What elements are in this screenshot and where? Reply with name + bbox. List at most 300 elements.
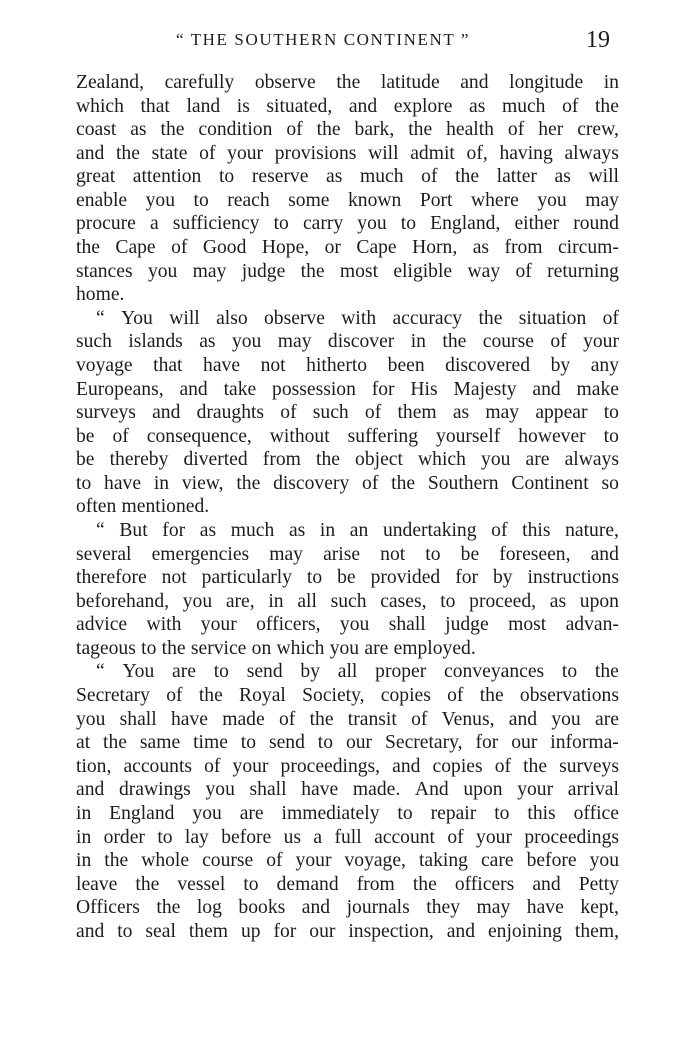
word: the [161, 637, 186, 659]
word: carry [302, 213, 344, 235]
word: are [172, 661, 196, 683]
word: you [182, 590, 213, 612]
word: Continent [511, 472, 589, 494]
word: order [103, 826, 145, 848]
text-line [76, 543, 619, 567]
word: hitherto [306, 354, 368, 376]
text-line [76, 684, 619, 708]
word: great [76, 166, 116, 188]
word: of [364, 402, 382, 424]
word: us [283, 826, 302, 848]
word: islands [128, 331, 183, 353]
word: the [115, 142, 140, 164]
word: suffering [347, 425, 419, 447]
word: of [550, 331, 567, 353]
word: some [288, 189, 330, 211]
word: of [266, 850, 283, 872]
word: will [368, 142, 399, 164]
word: your [200, 614, 237, 636]
word: England [109, 802, 175, 824]
word: from [356, 873, 395, 895]
word: all [297, 590, 317, 612]
word: to [243, 873, 259, 895]
word: returning [547, 260, 619, 282]
word: they [426, 897, 460, 919]
text-line [76, 330, 619, 354]
body-text [76, 71, 619, 943]
word: the [478, 307, 503, 329]
word: by [550, 354, 571, 376]
word: you [357, 213, 387, 235]
word: all [337, 661, 358, 683]
text-line [76, 778, 619, 802]
word: of [447, 826, 464, 848]
word: to [561, 661, 578, 683]
word: You [122, 661, 155, 683]
word: and [446, 920, 476, 942]
text-line [76, 613, 619, 637]
word: have [203, 354, 241, 376]
word: accuracy [392, 307, 463, 329]
text-line [76, 660, 619, 684]
word: voyage [76, 354, 133, 376]
word: may [192, 260, 227, 282]
word: will [169, 307, 200, 329]
word: may [485, 402, 520, 424]
word: you [329, 637, 360, 659]
word: may [585, 189, 619, 211]
text-line [76, 873, 619, 897]
word: as [199, 519, 217, 541]
word: Officers [76, 897, 140, 919]
word: be [76, 425, 95, 447]
text-line [76, 590, 619, 614]
word: emergencies [151, 543, 250, 565]
word: send [268, 732, 305, 754]
word: to [273, 213, 289, 235]
word: possession [272, 378, 356, 400]
word: to [218, 166, 235, 188]
word: of [602, 307, 619, 329]
word: surveys [76, 402, 136, 424]
running-title: “ THE SOUTHERN CONTINENT ” [176, 30, 471, 49]
word: known [347, 189, 402, 211]
text-line [76, 731, 619, 755]
word: to [240, 732, 257, 754]
word: to [76, 472, 92, 494]
word: home. [76, 284, 125, 306]
word: have [170, 708, 208, 730]
word: of [562, 95, 579, 117]
word: in [153, 472, 170, 494]
word: without [269, 425, 330, 447]
word: you [589, 850, 619, 872]
word: to [603, 402, 619, 424]
text-line [76, 118, 619, 142]
word: the [594, 95, 619, 117]
word: so [601, 472, 619, 494]
word: the [300, 260, 325, 282]
word: not [161, 567, 187, 589]
word: for [455, 567, 479, 589]
word: Society, [302, 685, 365, 707]
word: observe [263, 307, 325, 329]
word: the [479, 685, 504, 707]
word: provisions [274, 142, 357, 164]
word: You [121, 307, 153, 329]
word: “ [96, 661, 105, 683]
word: judge [445, 614, 489, 636]
word: procure [76, 213, 136, 235]
text-line [76, 708, 619, 732]
word: you [205, 779, 235, 801]
word: to [425, 543, 441, 565]
word: of [278, 708, 296, 730]
text-line [76, 236, 619, 260]
word: shall [249, 779, 287, 801]
word: with [341, 307, 377, 329]
word: you [481, 449, 511, 471]
word: for [475, 732, 499, 754]
word: often [76, 496, 117, 518]
word: make [576, 378, 619, 400]
word: enable [76, 189, 128, 211]
word: circum- [557, 237, 619, 259]
word: full [334, 826, 362, 848]
word: account [374, 826, 435, 848]
word: copies [380, 685, 431, 707]
word: such [312, 402, 349, 424]
word: to [141, 637, 157, 659]
word: not [380, 543, 406, 565]
word: Southern [427, 472, 499, 494]
word: course [482, 331, 534, 353]
word: yourself [436, 425, 501, 447]
word: as [469, 95, 486, 117]
word: your [517, 779, 554, 801]
word: leave [76, 873, 118, 895]
word: the [236, 472, 261, 494]
word: England, [430, 213, 501, 235]
word: made. [352, 779, 401, 801]
word: proceedings [524, 826, 619, 848]
word: copies [432, 755, 483, 777]
word: and [532, 378, 561, 400]
word: are, [225, 590, 255, 612]
word: care [480, 850, 514, 872]
word: of [286, 119, 303, 141]
word: in [76, 802, 92, 824]
word: Petty [578, 873, 619, 895]
word: same [139, 732, 181, 754]
word: your [583, 331, 619, 353]
word: and [301, 897, 331, 919]
word: our [511, 732, 538, 754]
word: Venus, [441, 708, 495, 730]
word: immediately [281, 802, 380, 824]
word: and [392, 755, 421, 777]
word: this [522, 519, 551, 541]
word: and [348, 95, 378, 117]
word: to [306, 567, 323, 589]
word: log [196, 897, 222, 919]
text-line [76, 189, 619, 213]
word: and [179, 378, 208, 400]
word: the [442, 331, 467, 353]
word: His [410, 378, 438, 400]
word: bark, [354, 119, 395, 141]
running-header [0, 27, 700, 54]
word: transit [347, 708, 397, 730]
text-line [76, 826, 619, 850]
word: our [345, 732, 373, 754]
word: been [387, 354, 425, 376]
word: however [518, 425, 586, 447]
word: beforehand, [76, 590, 170, 612]
word: the [316, 449, 340, 471]
word: way [467, 260, 501, 282]
word: and [590, 543, 619, 565]
word: are [364, 637, 389, 659]
text-line [76, 896, 619, 920]
word: observe [254, 72, 316, 93]
word: by [493, 567, 513, 589]
word: in [603, 72, 619, 93]
word: our [309, 920, 336, 942]
word: But [119, 519, 148, 541]
text-line [76, 165, 619, 189]
word: Cape [356, 237, 397, 259]
word: of [166, 685, 183, 707]
word: advan- [565, 614, 619, 636]
word: “ [96, 307, 105, 329]
word: Europeans, [76, 378, 164, 400]
word: the [523, 755, 548, 777]
word: accounts [123, 755, 193, 777]
word: nature, [565, 519, 619, 541]
text-line [76, 755, 619, 779]
word: Good [202, 237, 247, 259]
word: vessel [177, 873, 226, 895]
word: in [410, 331, 426, 353]
text-line [76, 802, 619, 826]
word: round [573, 213, 619, 235]
word: time [193, 732, 228, 754]
word: her [538, 119, 564, 141]
text-line [76, 425, 619, 449]
word: for [273, 920, 297, 942]
word: to [494, 802, 510, 824]
word: are [595, 708, 619, 730]
word: such [76, 331, 112, 353]
text-line [76, 495, 619, 519]
word: a [313, 826, 323, 848]
word: the [336, 72, 361, 93]
word: course [202, 850, 254, 872]
word: office [573, 802, 619, 824]
word: service [190, 637, 247, 659]
word: “ [96, 519, 105, 541]
word: such [330, 590, 367, 612]
word: upon [579, 590, 619, 612]
word: mentioned. [121, 496, 210, 518]
word: your [232, 755, 269, 777]
word: longitude [509, 72, 584, 93]
word: Secretary [76, 685, 150, 707]
word: most [339, 260, 379, 282]
word: in [268, 590, 284, 612]
word: is [236, 95, 250, 117]
word: the [156, 897, 181, 919]
word: may [476, 897, 511, 919]
word: and [76, 920, 105, 942]
word: take [223, 378, 257, 400]
word: as [554, 166, 571, 188]
word: also [216, 307, 248, 329]
word: and [76, 142, 105, 164]
page-number: 19 [586, 27, 610, 53]
word: provided [370, 567, 441, 589]
word: consequence, [146, 425, 252, 447]
word: whole [141, 850, 190, 872]
word: crew, [577, 119, 619, 141]
word: advice [76, 614, 128, 636]
word: before [221, 826, 272, 848]
word: that [153, 354, 183, 376]
word: appear [535, 402, 588, 424]
word: always [564, 449, 619, 471]
word: reach [227, 189, 270, 211]
word: thereby [109, 449, 169, 471]
word: officers [454, 873, 515, 895]
word: the [408, 119, 433, 141]
word: you [76, 708, 106, 730]
word: instructions [527, 567, 619, 589]
word: conveyances [444, 661, 545, 683]
word: seal [145, 920, 176, 942]
word: and [532, 873, 561, 895]
word: tion, [76, 755, 112, 777]
word: undertaking [382, 519, 477, 541]
word: the [135, 873, 160, 895]
word: Royal [239, 685, 286, 707]
word: of [171, 237, 188, 259]
word: as [199, 331, 216, 353]
text-line [76, 637, 619, 661]
word: you [537, 189, 567, 211]
word: foreseen, [499, 543, 571, 565]
word: informa- [550, 732, 619, 754]
word: you [192, 802, 222, 824]
word: in [76, 826, 92, 848]
word: view, [181, 472, 224, 494]
text-line [76, 95, 619, 119]
word: not [260, 354, 286, 376]
word: have [104, 472, 142, 494]
word: have [526, 897, 564, 919]
word: books [238, 897, 286, 919]
word: enjoining [487, 920, 562, 942]
word: before [526, 850, 577, 872]
word: a [149, 213, 159, 235]
word: latitude [380, 72, 440, 93]
text-line [76, 307, 619, 331]
word: voyage, [344, 850, 406, 872]
word: made [222, 708, 265, 730]
text-line [76, 260, 619, 284]
word: at [76, 732, 91, 754]
word: your [476, 826, 512, 848]
word: Port [419, 189, 453, 211]
text-line [76, 71, 619, 95]
word: cases, [380, 590, 427, 612]
word: having [499, 142, 553, 164]
word: officers, [256, 614, 321, 636]
word: this [527, 802, 556, 824]
word: to [317, 732, 334, 754]
word: much [501, 95, 546, 117]
word: stances [76, 260, 133, 282]
word: tageous [76, 637, 136, 659]
word: arise [323, 543, 361, 565]
word: as [130, 119, 147, 141]
word: where [470, 189, 519, 211]
word: Secretary, [384, 732, 463, 754]
word: arrival [567, 779, 619, 801]
word: your [295, 850, 332, 872]
word: you [339, 614, 370, 636]
word: of [515, 260, 532, 282]
word: the [316, 119, 341, 141]
word: you [551, 708, 581, 730]
word: as [472, 237, 490, 259]
text-line [76, 378, 619, 402]
text-line [76, 354, 619, 378]
word: carefully [164, 72, 235, 93]
word: from [504, 237, 543, 259]
text-line [76, 212, 619, 236]
word: the [391, 472, 416, 494]
word: which [76, 95, 124, 117]
word: them [188, 920, 229, 942]
text-line [76, 519, 619, 543]
word: are [525, 449, 550, 471]
word: you [231, 331, 262, 353]
word: of [447, 685, 464, 707]
word: of [112, 425, 129, 447]
word: Zealand, [76, 72, 144, 93]
word: taking [418, 850, 468, 872]
word: you [147, 260, 178, 282]
word: most [508, 614, 547, 636]
word: be [337, 567, 356, 589]
word: state [151, 142, 188, 164]
word: therefore [76, 567, 147, 589]
word: them, [574, 920, 619, 942]
text-line [76, 142, 619, 166]
word: the [160, 119, 185, 141]
word: and [152, 402, 181, 424]
word: that [140, 95, 170, 117]
word: are [239, 802, 264, 824]
word: upon [463, 779, 503, 801]
word: may [277, 331, 312, 353]
word: of [204, 755, 221, 777]
text-line [76, 448, 619, 472]
word: particularly [201, 567, 292, 589]
word: surveys [559, 755, 619, 777]
word: to [400, 213, 417, 235]
